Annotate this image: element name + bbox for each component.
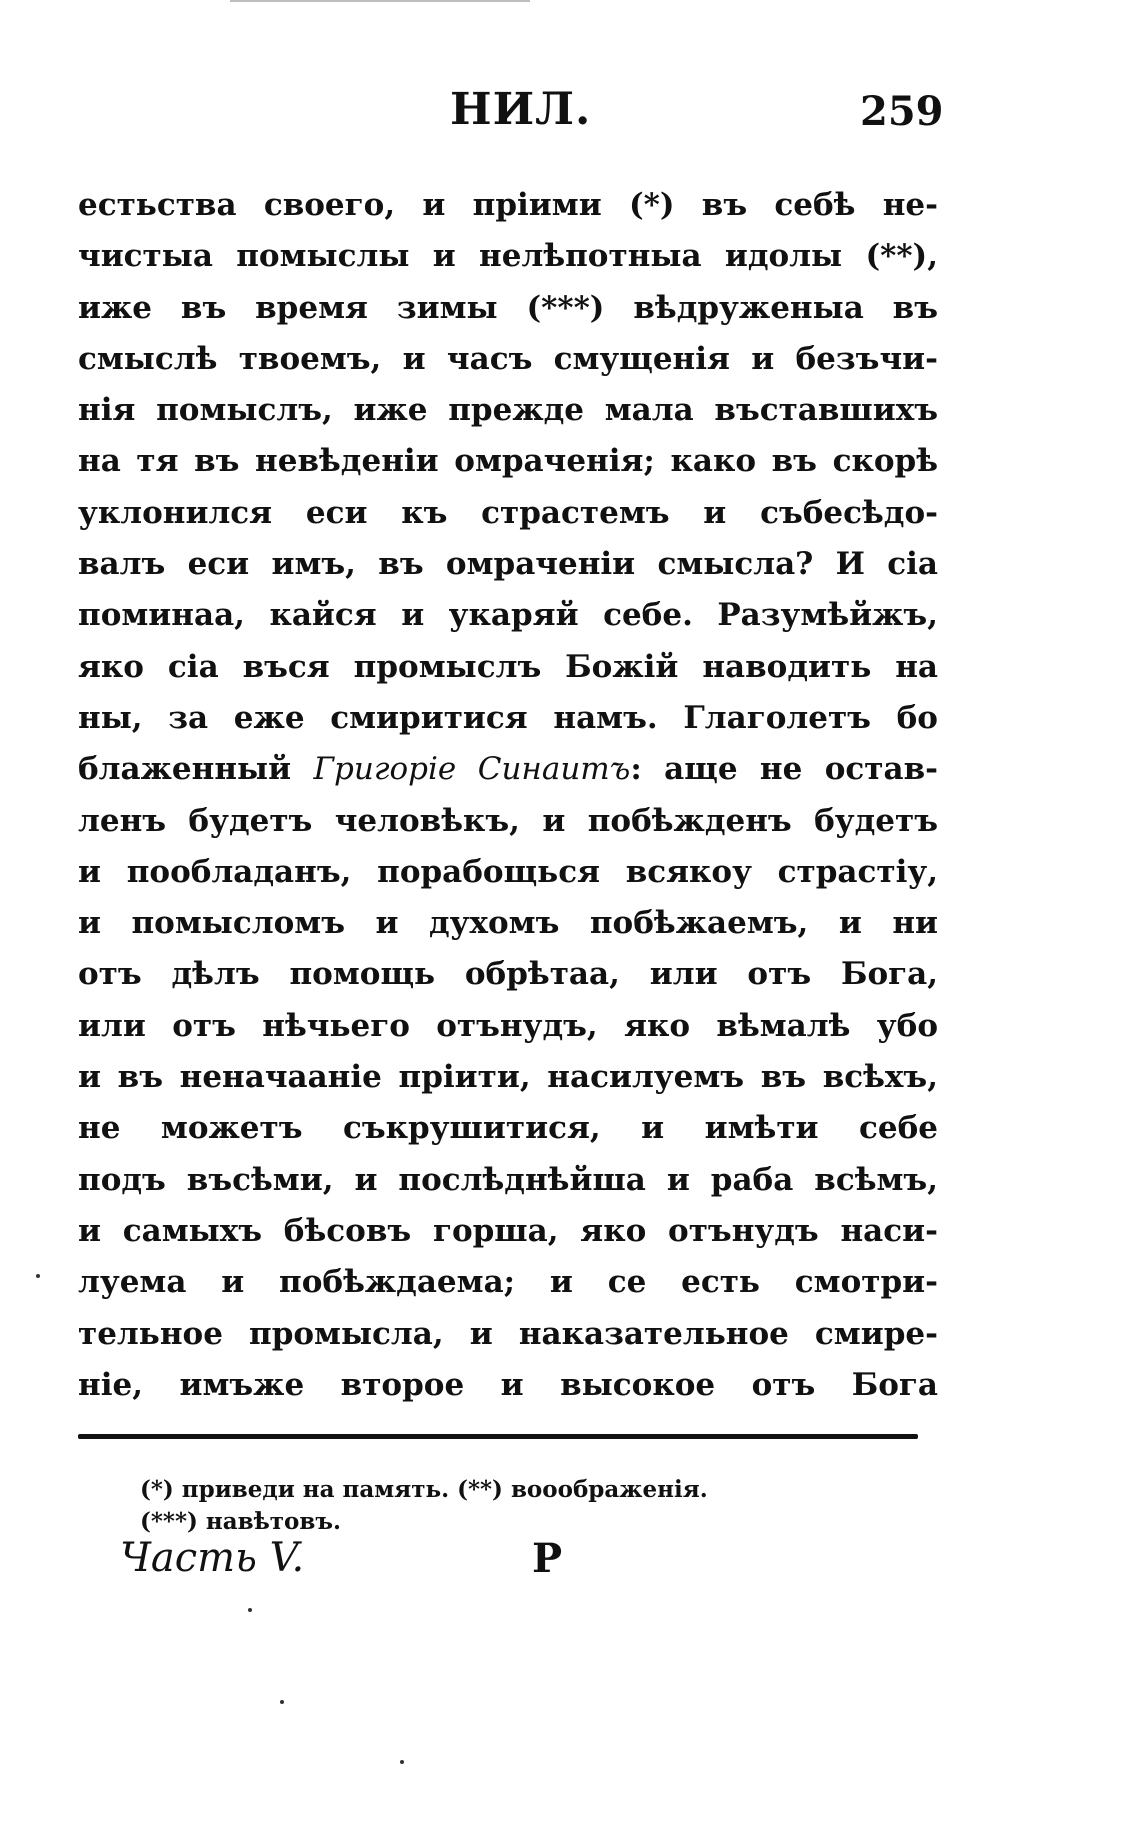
text-line: поминаа, кайся и укаряй себе. Разумѣйжъ, — [78, 597, 938, 634]
ink-speck — [400, 1760, 404, 1764]
text-line: чистыа помыслы и нелѣпотныа идолы (**), — [78, 238, 938, 275]
signature-row — [120, 1535, 720, 1595]
text-line: и въ неначааніе пріити, насилуемъ въ всѣхъ, — [78, 1059, 938, 1096]
text-fragment: : аще не остав- — [630, 751, 939, 788]
text-line: ленъ будетъ человѣкъ, и побѣжденъ будетъ — [78, 802, 938, 839]
text-line: и помысломъ и духомъ побѣжаемъ, и ни — [78, 905, 938, 942]
text-line: смыслѣ твоемъ, и часъ смущенія и безъчи- — [78, 340, 938, 377]
part-label: Часть V. — [120, 1535, 305, 1581]
text-line: подъ въсѣми, и послѣднѣйша и раба всѣмъ, — [78, 1161, 938, 1198]
text-line: нія помыслъ, иже прежде мала въставшихъ — [78, 392, 938, 429]
text-line: и пообладанъ, порабощься всякоу страстіу, — [78, 853, 938, 890]
text-line: отъ дѣлъ помощь обрѣтаа, или отъ Бога, — [78, 956, 938, 993]
text-line: или отъ нѣчьего отънудъ, яко вѣмалѣ убо — [78, 1007, 938, 1044]
text-line: естьства своего, и пріими (*) въ себѣ не- — [78, 187, 938, 223]
text-line: на тя въ невѣденіи омраченія; како въ скорѣ — [78, 443, 938, 480]
ink-speck — [280, 1700, 284, 1704]
running-head-title: НИЛ. — [450, 84, 592, 135]
text-line: ны, за еже смиритися намъ. Глаголетъ бо — [78, 699, 938, 736]
running-head — [0, 84, 1140, 144]
footnote-rule — [78, 1434, 918, 1439]
text-line: валъ еси имъ, въ омраченіи смысла? И сіа — [78, 546, 938, 583]
signature-mark: Р — [532, 1535, 563, 1582]
text-line: уклонился еси къ страстемъ и събесѣдо- — [78, 494, 938, 531]
text-line-with-name — [78, 744, 938, 795]
top-edge-rule — [230, 0, 530, 2]
footnote-line: (***) навѣтовъ. — [140, 1508, 341, 1535]
page-number: 259 — [860, 88, 944, 135]
text-line: и самыхъ бѣсовъ горша, яко отънудъ наси- — [78, 1212, 938, 1249]
footnote-line: (*) приведи на память. (**) вооображенія. — [140, 1476, 708, 1503]
text-line: яко сіа въся промыслъ Божій наводить на — [78, 648, 938, 685]
ink-speck — [36, 1274, 40, 1278]
text-line: иже въ время зимы (***) вѣдруженыа въ — [78, 289, 938, 326]
text-line: не можетъ съкрушитися, и имѣти себе — [78, 1110, 938, 1147]
text-line: тельное промысла, и наказательное смире- — [78, 1315, 938, 1352]
text-line: ніе, имъже второе и высокое отъ Бога — [78, 1366, 938, 1403]
body-text — [78, 180, 938, 1411]
text-fragment: блаженный — [78, 751, 314, 788]
footnotes — [140, 1474, 900, 1538]
ink-speck — [248, 1608, 252, 1612]
text-line: луема и побѣждаема; и се есть смотри- — [78, 1264, 938, 1301]
author-name: Григоріе Синаитъ — [313, 751, 631, 788]
